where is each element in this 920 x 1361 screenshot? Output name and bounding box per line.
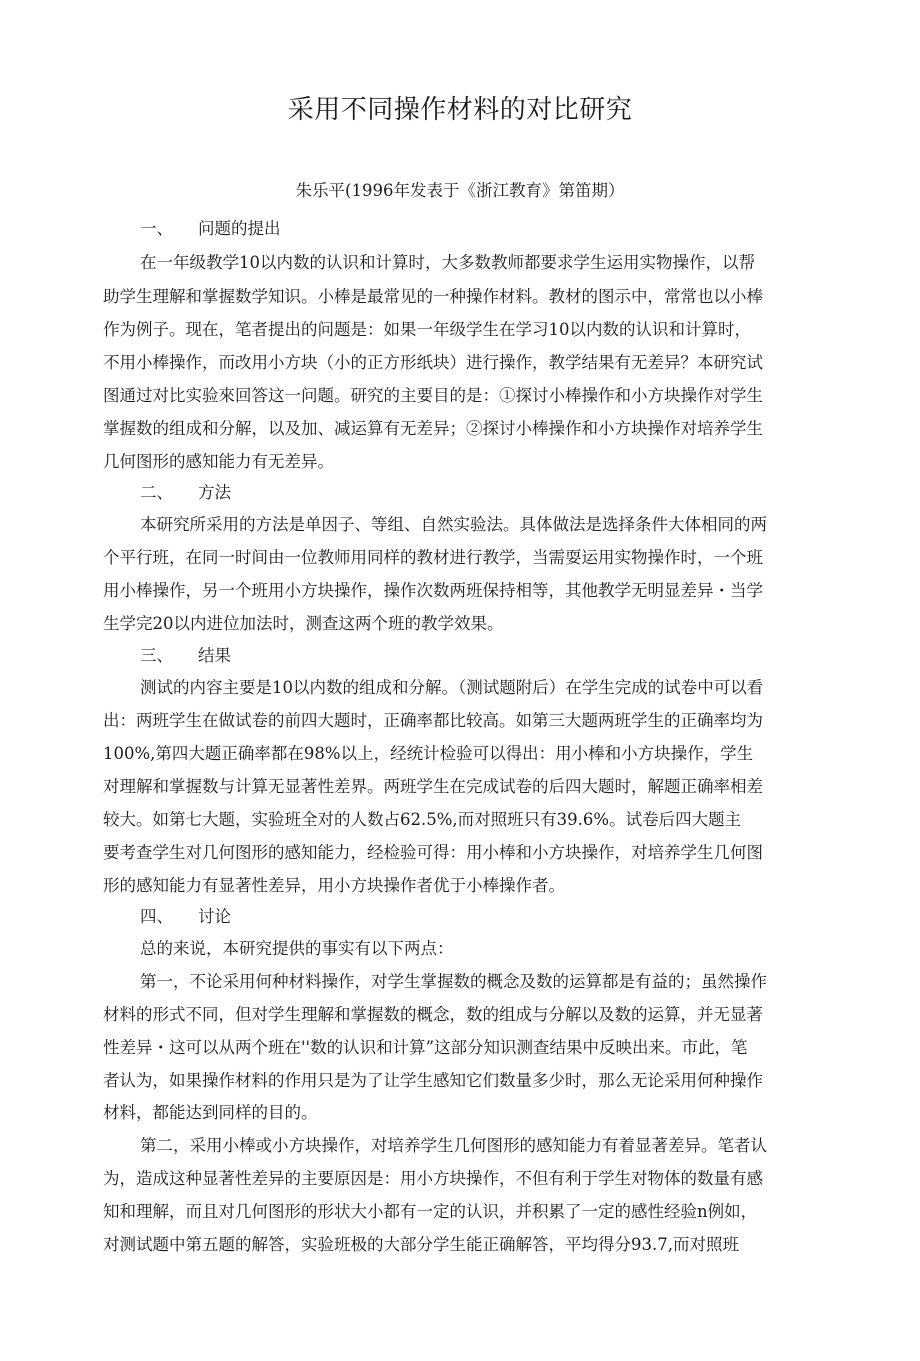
- paragraph-line: 对测试题中第五题的解答，实验班极的大部分学生能正确解答，平均得分93.7,而对照班: [103, 1235, 739, 1254]
- paragraph-line: 不用小棒操作，而改用小方块（小的正方形纸块）进行操作，教学结果有无差异？本研究试: [103, 353, 763, 372]
- paragraph-line: 材料，都能达到同样的目的。: [103, 1103, 318, 1122]
- section-number: 二、: [140, 483, 173, 502]
- paragraph-line: 用小棒操作，另一个班用小方块操作，操作次数两班保持相等，其他教学无明显差异・当学: [103, 581, 763, 600]
- document-title: 采用不同操作材料的对比研究: [287, 95, 633, 125]
- paragraph-line: 图通过对比实验來回答这一问题。研究的主要目的是：①探讨小棒操作和小方块操作对学生: [103, 386, 763, 405]
- paragraph-line: 100%,第四大题正确率都在98%以上，经统计检验可以得出：用小棒和小方块操作，学生: [103, 744, 754, 763]
- paragraph-line: 材料的形式不同，但对学生理解和掌握数的概念，数的组成与分解以及数的运算，并无显著: [103, 1005, 763, 1024]
- paragraph-line: 作为例子。现在，笔者提出的问题是：如果一年级学生在学习10以内数的认识和计算时，: [103, 320, 751, 339]
- paragraph-line: 较大。如第七大题，实验班全对的人数占62.5%,而对照班只有39.6%。试卷后四大题主: [103, 810, 742, 829]
- paragraph-line: 测试的内容主要是10以内数的组成和分解。（测试题附后）在学生完成的试卷中可以看: [140, 678, 764, 697]
- section-number: 一、: [140, 219, 173, 238]
- section-heading-3: [140, 645, 231, 667]
- author-byline: 朱乐平(1996年发表于《浙江教育》第笛期）: [295, 181, 625, 200]
- section-number: 四、: [140, 907, 173, 926]
- paragraph-line: 第二，采用小棒或小方块操作，对培养学生几何图形的感知能力有着显著差异。笔者认: [140, 1136, 767, 1155]
- paragraph-line: 知和理解，而且对几何图形的形状大小都有一定的认识，并积累了一定的感性经验n例如，: [103, 1202, 758, 1221]
- paragraph-line: 几何图形的感知能力有无差异。: [103, 452, 334, 471]
- section-number: 三、: [140, 646, 173, 665]
- paragraph-line: 者认为，如果操作材料的作用只是为了让学生感知它们数量多少时，那么无论采用何种操作: [103, 1071, 763, 1090]
- paragraph-line: 为，造成这种显著性差异的主要原因是：用小方块操作，不但有利于学生对物体的数量有感: [103, 1169, 763, 1188]
- section-title: 结果: [198, 646, 231, 665]
- paragraph-line: 出：两班学生在做试卷的前四大题时，正确率都比较高。如第三大题两班学生的正确率均为: [103, 711, 763, 730]
- paragraph-line: 在一年级教学10以内数的认识和计算时，大多数教师都要求学生运用实物操作，以帮: [140, 253, 755, 272]
- paragraph-line: 本研究所采用的方法是单因子、等组、自然实验法。具体做法是选择条件大体相同的两: [140, 515, 767, 534]
- paragraph-line: 要考查学生对几何图形的感知能力，经检验可得：用小棒和小方块操作，对培养学生几何图: [103, 843, 763, 862]
- section-title: 讨论: [198, 907, 231, 926]
- section-title: 方法: [198, 483, 231, 502]
- section-title: 问题的提出: [198, 219, 281, 238]
- paragraph-line: 形的感知能力有显著性差异，用小方块操作者优于小棒操作者。: [103, 876, 565, 895]
- paragraph-line: 生学完20以内进位加法时，测查这两个班的教学效果。: [103, 614, 504, 633]
- section-heading-1: [140, 218, 281, 240]
- section-heading-4: [140, 906, 231, 928]
- paragraph-line: 第一，不论采用何种材料操作，对学生掌握数的概念及数的运算都是有益的；虽然操作: [140, 972, 767, 991]
- paragraph-line: 对理解和掌握数与计算无显著性差界。两班学生在完成试卷的后四大题时，解题正确率相差: [103, 777, 763, 796]
- paragraph-line: 性差异・这可以从两个班在''数的认识和计算”这部分知识测查结果中反映出来。市此，笔: [103, 1038, 748, 1057]
- section-heading-2: [140, 482, 231, 504]
- paragraph-line: 总的来说，本研究提供的事实有以下两点：: [140, 939, 454, 958]
- paragraph-line: 助学生理解和掌握数学知识。小棒是最常见的一种操作材料。教材的图示中，常常也以小棒: [103, 287, 763, 306]
- paragraph-line: 个平行班，在同一时间由一位教师用同样的教材进行教学，当需耍运用实物操作时，一个班: [103, 548, 763, 567]
- paragraph-line: 掌握数的组成和分解，以及加、减运算有无差异；②探讨小棒操作和小方块操作对培养学生: [103, 419, 763, 438]
